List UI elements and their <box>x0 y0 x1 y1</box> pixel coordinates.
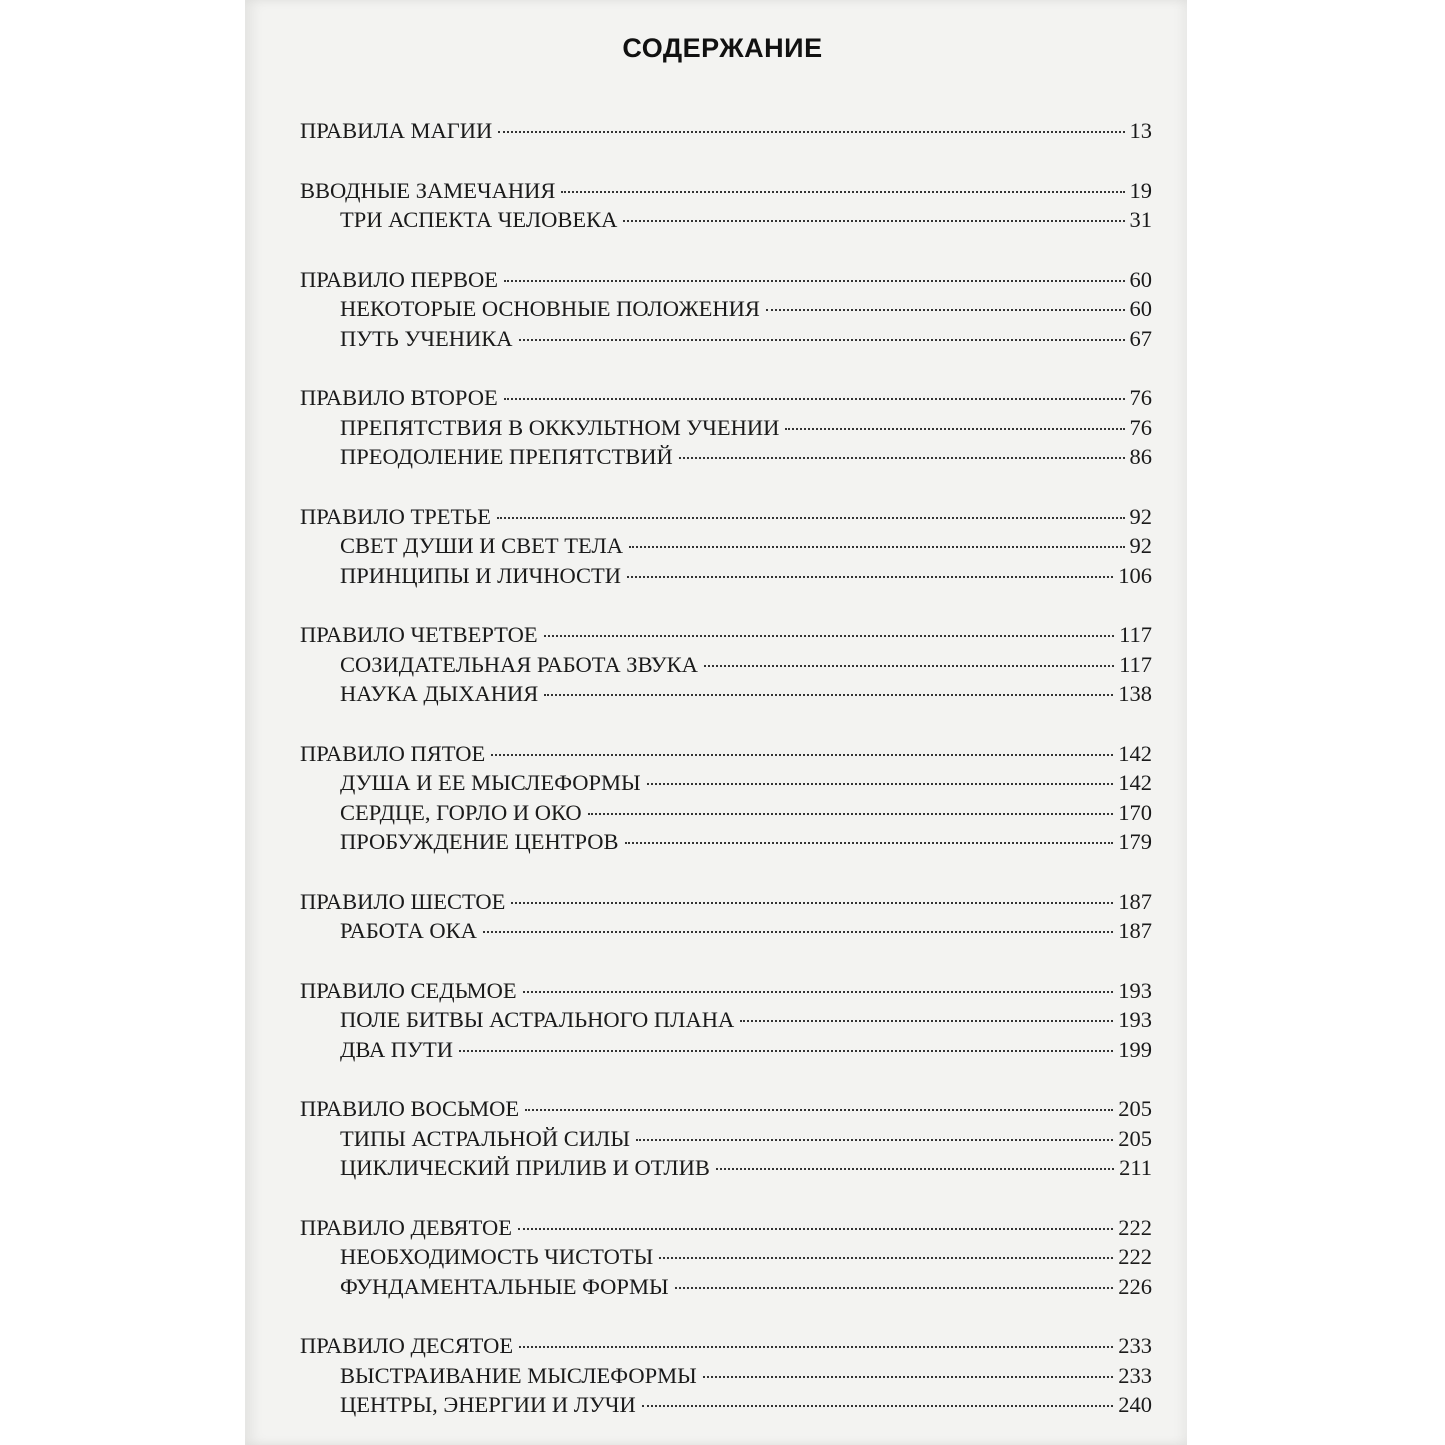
toc-subentry <box>300 413 1152 443</box>
page-number: 138 <box>1118 681 1152 706</box>
toc-entry <box>300 265 1152 295</box>
toc-entry-title: ПРАВИЛО ЧЕТВЕРТОЕ <box>300 622 538 647</box>
toc-subentry-title: ПРОБУЖДЕНИЕ ЦЕНТРОВ <box>340 829 619 854</box>
toc-subentry-title: ДУША И ЕЕ МЫСЛЕФОРМЫ <box>340 770 641 795</box>
toc-subentry-title: ПРЕПЯТСТВИЯ В ОККУЛЬТНОМ УЧЕНИИ <box>340 414 780 440</box>
dot-leader <box>623 220 1124 222</box>
toc-section <box>300 976 1152 1065</box>
toc-subentry-title: НЕОБХОДИМОСТЬ ЧИСТОТЫ <box>340 1244 654 1269</box>
toc-subentry <box>300 1272 1152 1302</box>
page-number: 193 <box>1118 1007 1152 1032</box>
toc-subentry <box>300 1242 1152 1272</box>
toc-subentry-title: ЦЕНТРЫ, ЭНЕРГИИ И ЛУЧИ <box>340 1392 636 1417</box>
toc-subentry <box>300 916 1152 946</box>
page-number: 222 <box>1118 1244 1152 1269</box>
dot-leader <box>544 694 1113 696</box>
dot-leader <box>504 280 1124 282</box>
toc-entry-title: ПРАВИЛО ШЕСТОЕ <box>300 888 506 914</box>
dot-leader <box>642 1405 1113 1407</box>
dot-leader <box>675 1287 1114 1289</box>
toc-subentry <box>300 442 1152 472</box>
toc-subentry <box>300 1390 1152 1420</box>
dot-leader <box>703 1376 1114 1378</box>
page-number: 170 <box>1118 799 1152 825</box>
page-title: СОДЕРЖАНИЕ <box>622 33 823 63</box>
dot-leader <box>625 842 1114 844</box>
dot-leader <box>518 1228 1113 1230</box>
toc-subentry-title: ТРИ АСПЕКТА ЧЕЛОВЕКА <box>340 207 618 232</box>
dot-leader <box>647 783 1114 785</box>
page-number: 76 <box>1129 385 1152 410</box>
page-number: 222 <box>1118 1214 1152 1240</box>
toc-subentry-title: ФУНДАМЕНТАЛЬНЫЕ ФОРМЫ <box>340 1273 669 1299</box>
toc-entry <box>300 116 1152 146</box>
dot-leader <box>659 1257 1113 1259</box>
dot-leader <box>519 339 1125 341</box>
page-number: 233 <box>1118 1333 1152 1358</box>
dot-leader <box>504 398 1125 400</box>
page-number: 60 <box>1129 296 1152 321</box>
toc-subentry-title: СОЗИДАТЕЛЬНАЯ РАБОТА ЗВУКА <box>340 651 698 677</box>
toc-entry-title: ПРАВИЛО СЕДЬМОЕ <box>300 977 517 1003</box>
toc-entry <box>300 176 1152 206</box>
toc-section <box>300 620 1152 709</box>
toc-subentry <box>300 561 1152 591</box>
toc-entry <box>300 620 1152 650</box>
page-number: 92 <box>1129 503 1152 529</box>
toc-entry <box>300 1094 1152 1124</box>
dot-leader <box>785 428 1124 430</box>
toc-subentry <box>300 768 1152 798</box>
toc-subentry-title: РАБОТА ОКА <box>340 918 477 943</box>
page-number: 205 <box>1118 1125 1152 1151</box>
dot-leader <box>483 931 1113 933</box>
toc-entry-title: ПРАВИЛО ТРЕТЬЕ <box>300 503 491 529</box>
toc-subentry-title: НЕКОТОРЫЕ ОСНОВНЫЕ ПОЛОЖЕНИЯ <box>340 296 760 321</box>
page-number: 199 <box>1118 1036 1152 1062</box>
toc-subentry-title: ПРИНЦИПЫ И ЛИЧНОСТИ <box>340 562 622 588</box>
toc-subentry <box>300 1005 1152 1035</box>
toc-subentry <box>300 798 1152 828</box>
table-of-contents <box>300 116 1152 1445</box>
toc-subentry <box>300 324 1152 354</box>
page-number: 13 <box>1129 118 1152 143</box>
toc-subentry-title: НАУКА ДЫХАНИЯ <box>340 681 539 706</box>
toc-section <box>300 1094 1152 1183</box>
dot-leader <box>629 546 1125 548</box>
toc-section <box>300 265 1152 354</box>
page-number: 92 <box>1129 533 1152 558</box>
toc-subentry <box>300 650 1152 680</box>
toc-entry-title: ВВОДНЫЕ ЗАМЕЧАНИЯ <box>300 177 556 203</box>
toc-subentry <box>300 205 1152 235</box>
dot-leader <box>511 902 1113 904</box>
page-number: 117 <box>1119 622 1152 647</box>
toc-section <box>300 176 1152 235</box>
page-number: 187 <box>1118 918 1152 943</box>
dot-leader <box>459 1050 1113 1052</box>
page-number: 86 <box>1129 444 1152 469</box>
page-number: 117 <box>1119 651 1152 677</box>
page-number: 240 <box>1118 1392 1152 1417</box>
page-number: 142 <box>1118 740 1152 766</box>
toc-subentry-title: ВЫСТРАИВАНИЕ МЫСЛЕФОРМЫ <box>340 1362 697 1388</box>
toc-subentry-title: ПОЛЕ БИТВЫ АСТРАЛЬНОГО ПЛАНА <box>340 1007 735 1032</box>
dot-leader <box>716 1168 1114 1170</box>
dot-leader <box>588 813 1114 815</box>
toc-section <box>300 1331 1152 1420</box>
toc-subentry <box>300 679 1152 709</box>
dot-leader <box>636 1139 1113 1141</box>
toc-section <box>300 383 1152 472</box>
dot-leader <box>523 991 1114 993</box>
toc-subentry-title: СВЕТ ДУШИ И СВЕТ ТЕЛА <box>340 533 623 558</box>
toc-subentry <box>300 294 1152 324</box>
page-number: 31 <box>1129 207 1152 232</box>
page-number: 187 <box>1118 888 1152 914</box>
toc-subentry <box>300 1361 1152 1391</box>
page-number: 233 <box>1118 1362 1152 1388</box>
toc-subentry <box>300 1124 1152 1154</box>
toc-subentry <box>300 827 1152 857</box>
toc-entry-title: ПРАВИЛО ПЕРВОЕ <box>300 266 499 292</box>
dot-leader <box>704 665 1114 667</box>
toc-entry <box>300 502 1152 532</box>
page-number: 179 <box>1118 829 1152 854</box>
toc-subentry-title: ЦИКЛИЧЕСКИЙ ПРИЛИВ И ОТЛИВ <box>340 1155 710 1180</box>
toc-subentry-title: ПУТЬ УЧЕНИКА <box>340 325 513 351</box>
toc-entry-title: ПРАВИЛО ВТОРОЕ <box>300 385 498 410</box>
toc-section <box>300 1213 1152 1302</box>
page-number: 211 <box>1119 1155 1152 1180</box>
toc-entry-title: ПРАВИЛО ДЕВЯТОЕ <box>300 1214 512 1240</box>
page-number: 142 <box>1118 770 1152 795</box>
dot-leader <box>525 1109 1113 1111</box>
toc-subentry <box>300 1153 1152 1183</box>
toc-subentry-title: ПРЕОДОЛЕНИЕ ПРЕПЯТСТВИЙ <box>340 444 673 469</box>
toc-entry <box>300 976 1152 1006</box>
dot-leader <box>679 457 1125 459</box>
page-number: 205 <box>1118 1096 1152 1121</box>
page-number: 67 <box>1129 325 1152 351</box>
toc-subentry-title: СЕРДЦЕ, ГОРЛО И ОКО <box>340 799 582 825</box>
dot-leader <box>627 576 1113 578</box>
toc-section <box>300 502 1152 591</box>
page-number: 106 <box>1118 562 1152 588</box>
toc-section <box>300 887 1152 946</box>
toc-subentry <box>300 1035 1152 1065</box>
toc-entry <box>300 739 1152 769</box>
toc-subentry <box>300 531 1152 561</box>
toc-entry <box>300 1213 1152 1243</box>
page-number: 19 <box>1129 177 1152 203</box>
page-number: 226 <box>1118 1273 1152 1299</box>
toc-entry-title: ПРАВИЛА МАГИИ <box>300 118 493 143</box>
dot-leader <box>497 517 1125 519</box>
toc-entry <box>300 1331 1152 1361</box>
toc-section <box>300 116 1152 146</box>
dot-leader <box>519 1346 1113 1348</box>
page-number: 193 <box>1118 977 1152 1003</box>
dot-leader <box>561 191 1124 193</box>
toc-entry-title: ПРАВИЛО ДЕСЯТОЕ <box>300 1333 514 1358</box>
dot-leader <box>498 131 1124 133</box>
toc-entry-title: ПРАВИЛО ВОСЬМОЕ <box>300 1096 520 1121</box>
dot-leader <box>491 754 1113 756</box>
dot-leader <box>766 309 1125 311</box>
toc-entry-title: ПРАВИЛО ПЯТОЕ <box>300 740 486 766</box>
page-number: 60 <box>1129 266 1152 292</box>
toc-subentry-title: ДВА ПУТИ <box>340 1036 453 1062</box>
toc-entry <box>300 383 1152 413</box>
toc-entry <box>300 887 1152 917</box>
dot-leader <box>544 635 1114 637</box>
page-number: 76 <box>1129 414 1152 440</box>
dot-leader <box>740 1020 1113 1022</box>
toc-section <box>300 739 1152 857</box>
toc-subentry-title: ТИПЫ АСТРАЛЬНОЙ СИЛЫ <box>340 1125 630 1151</box>
